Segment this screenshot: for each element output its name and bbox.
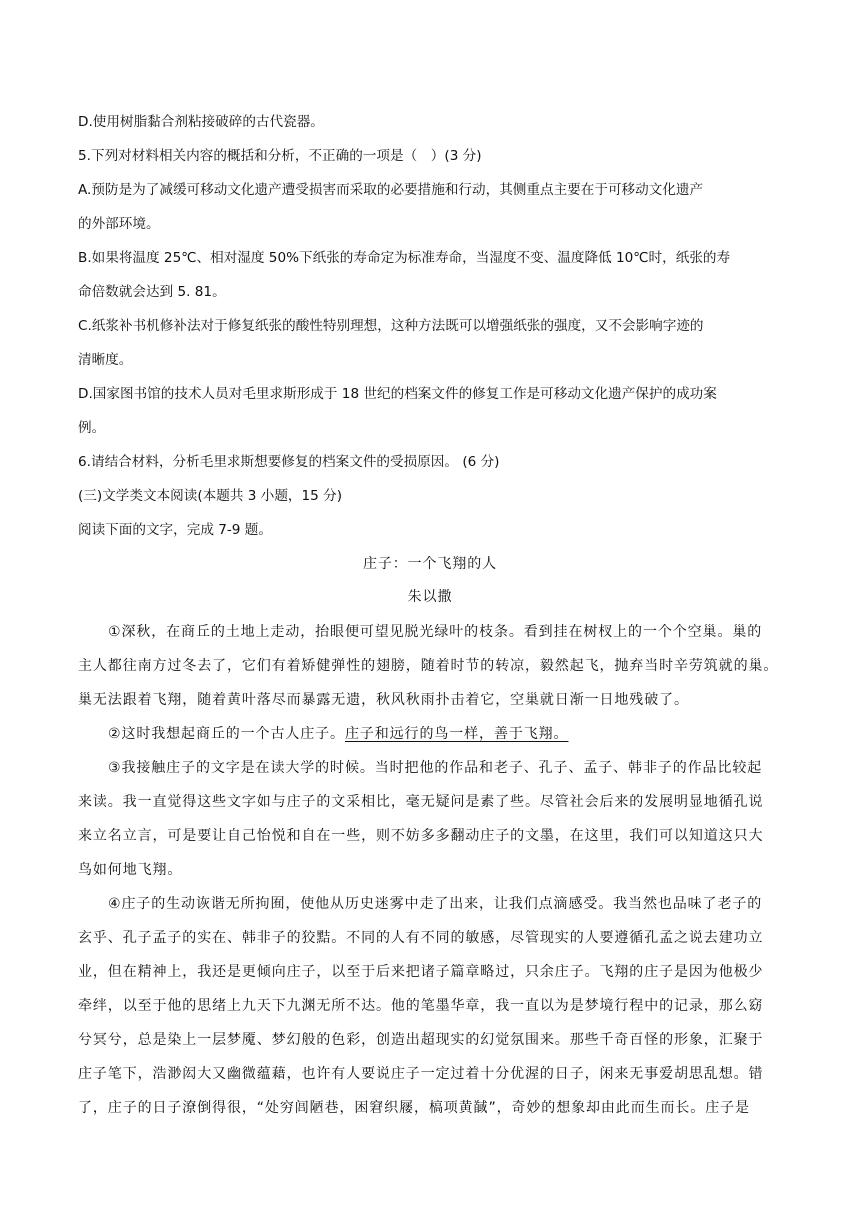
paragraph-4-line6: 庄子笔下，浩渺闳大又幽微蕴藉，也许有人要说庄子一定过着十分优渥的日子，闲来无事爱胡思乱想。错 — [78, 1066, 764, 1082]
article-title: 庄子：一个飞翔的人 — [362, 556, 498, 572]
question-5-option-d-line2: 例。 — [78, 420, 106, 436]
paragraph-2-underlined-sentence: 庄子和远行的鸟一样，善于飞翔。 — [344, 726, 569, 742]
question-5-option-a-line2: 的外部环境。 — [78, 216, 160, 232]
question-6-stem: 6.请结合材料，分析毛里求斯想要修复的档案文件的受损原因。 (6 分) — [78, 454, 500, 470]
question-5-option-a-line1: A.预防是为了减缓可移动文化遗产遭受损害而采取的必要措施和行动，其侧重点主要在于可移动文化遗产 — [78, 182, 704, 198]
paragraph-3-line1: ③我接触庄子的文字是在读大学的时候。当时把他的作品和老子、孔子、孟子、韩非子的作品比较起 — [108, 760, 763, 776]
paragraph-4-line3: 业，但在精神上，我还是更倾向庄子，以至于后来把诸子篇章略过，只余庄子。飞翔的庄子是因为他极少 — [78, 964, 764, 980]
option-d-previous-question: D.使用树脂黏合剂粘接破碎的古代瓷器。 — [78, 114, 324, 130]
paragraph-2 — [108, 724, 814, 744]
paragraph-4-line5: 兮冥兮，总是染上一层梦魇、梦幻般的色彩，创造出超现实的幻觉氛围来。那些千奇百怪的形象，汇聚于 — [78, 1032, 764, 1048]
paragraph-1-line2: 主人都往南方过冬去了，它们有着矫健弹性的翅膀，随着时节的转凉，毅然起飞，抛弃当时辛劳筑就的巢。 — [78, 658, 779, 674]
paragraph-4-line4: 牵绊，以至于他的思绪上九天下九渊无所不达。他的笔墨华章，我一直以为是梦境行程中的记录，那么窈 — [78, 998, 764, 1014]
question-5-option-b-line2: 命倍数就会达到 5. 81。 — [78, 284, 226, 300]
paragraph-4-line2: 玄乎、孔子孟子的实在、韩非子的狡黠。不同的人有不同的敏感，尽管现实的人要遵循孔孟之说去建功立 — [78, 930, 764, 946]
paragraph-4-line1: ④庄子的生动诙谐无所拘囿，使他从历史迷雾中走了出来，让我们点滴感受。我当然也品味了老子的 — [108, 896, 763, 912]
question-5-option-c-line2: 清晰度。 — [78, 352, 133, 368]
question-5-option-c-line1: C.纸浆补书机修补法对于修复纸张的酸性特别理想，这种方法既可以增强纸张的强度，又不会影响字迹的 — [78, 318, 704, 334]
paragraph-3-line3: 来立名立言，可是要让自己怡悦和自在一些，则不妨多多翻动庄子的文墨，在这里，我们可以知道这只大 — [78, 828, 764, 844]
paragraph-2-text: ②这时我想起商丘的一个古人庄子。 — [108, 726, 345, 742]
paragraph-4-line7: 了，庄子的日子潦倒得很，“处穷闾陋巷，困窘织屦，槁项黄馘”，奇妙的想象却由此而生而长。庄子是 — [78, 1100, 750, 1116]
paragraph-3-line2: 来读。我一直觉得这些文字如与庄子的文采相比，毫无疑问是素了些。尽管社会后来的发展明显地循孔说 — [78, 794, 764, 810]
question-5-stem: 5.下列对材料相关内容的概括和分析，不正确的一项是（ ）(3 分) — [78, 148, 482, 164]
question-5-option-d-line1: D.国家图书馆的技术人员对毛里求斯形成于 18 世纪的档案文件的修复工作是可移动文化遗产保护的成功案 — [78, 386, 717, 402]
section-heading: (三)文学类文本阅读(本题共 3 小题，15 分) — [78, 488, 343, 504]
article-author: 朱以撒 — [407, 589, 453, 605]
question-5-option-b-line1: B.如果将温度 25℃、相对湿度 50%下纸张的寿命定为标准寿命，当湿度不变、温度降低 10℃时，纸张的寿 — [78, 250, 731, 266]
paragraph-1-line3: 巢无法跟着飞翔，随着黄叶落尽而暴露无遗，秋风秋雨扑击着它，空巢就日渐一日地残破了。 — [78, 692, 689, 708]
paragraph-1-line1: ①深秋，在商丘的土地上走动，抬眼便可望见脱光绿叶的枝条。看到挂在树杈上的一个个空巢。巢的 — [108, 624, 763, 640]
reading-instruction: 阅读下面的文字，完成 7-9 题。 — [78, 522, 272, 538]
paragraph-3-line4: 鸟如何地飞翔。 — [78, 862, 183, 878]
